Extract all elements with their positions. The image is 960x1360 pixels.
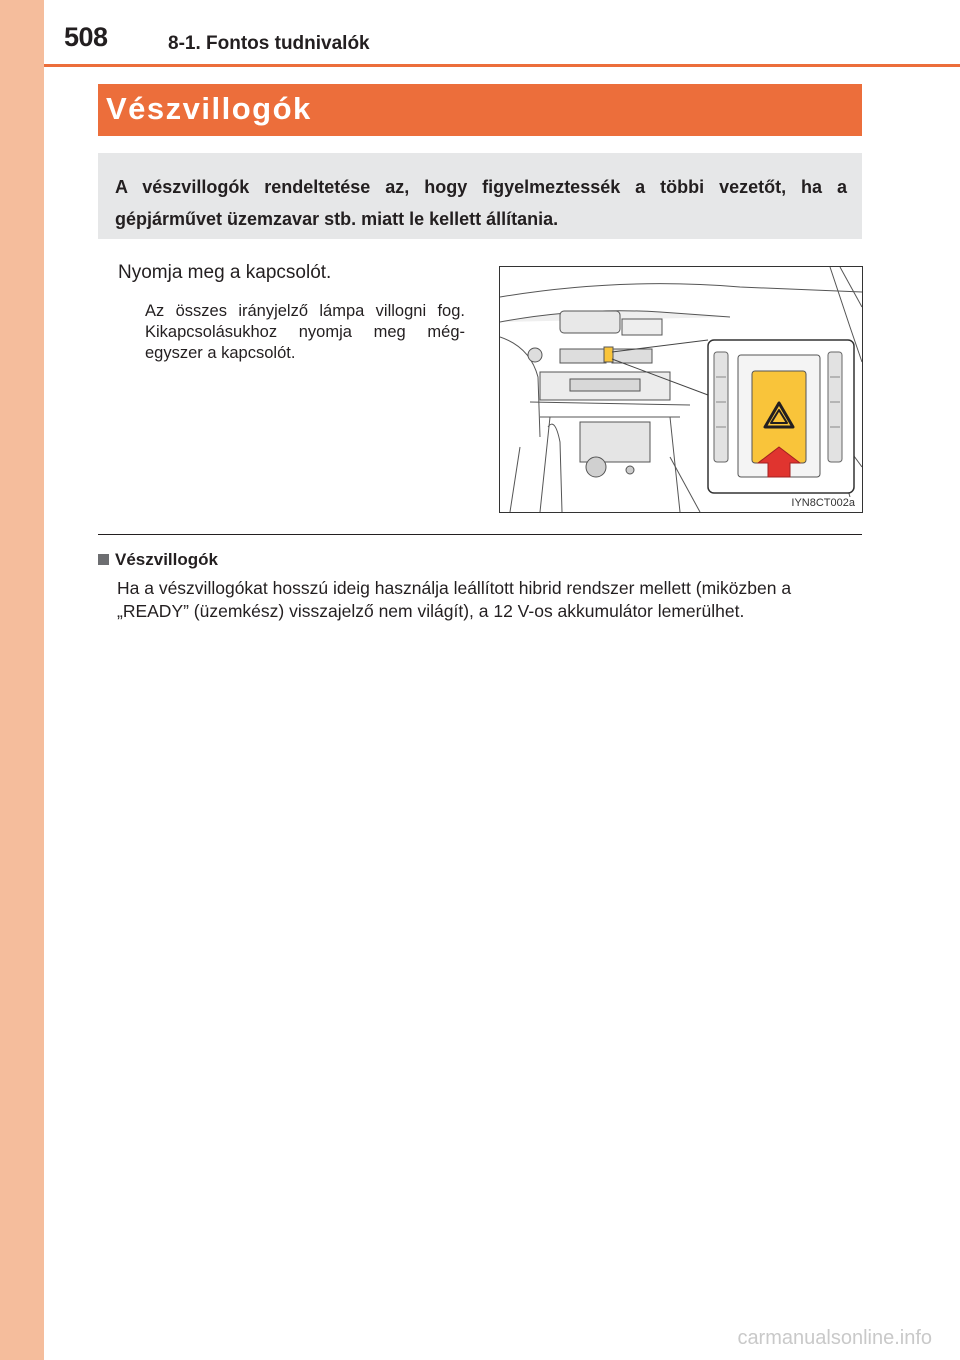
header-rule bbox=[44, 64, 960, 67]
note-text: Ha a vészvillogókat hosszú ideig használja leállított hibrid rendszer mellett (miközben a „READY” (üzemkész) visszajelző nem világít), a 12 V-os akkumulátor lemerülhet. bbox=[117, 578, 792, 621]
instruction-detail: Az összes irányjelző lámpa villogni fog. Kikapcsolásukhoz nyomja meg még-egyszer a kapcsolót. bbox=[145, 302, 465, 362]
page-title: Vészvillogók bbox=[106, 91, 312, 126]
title-bar bbox=[98, 84, 862, 136]
square-bullet-icon bbox=[98, 554, 109, 565]
dashboard-drawing bbox=[500, 267, 862, 512]
side-strip bbox=[0, 0, 44, 1360]
intro-text: A vészvillogók rendeltetése az, hogy figyelmeztessék a többi vezetőt, ha a gépjárművet üzemzavar stb. miatt le kellett állítania. bbox=[115, 177, 847, 229]
page-number: 508 bbox=[64, 22, 108, 52]
figure-code: IYN8CT002a bbox=[791, 497, 855, 509]
section-divider bbox=[98, 534, 862, 535]
section-label: 8-1. Fontos tudnivalók bbox=[168, 33, 370, 54]
note-heading bbox=[98, 550, 218, 570]
instruction-step: Nyomja meg a kapcsolót. bbox=[118, 262, 332, 283]
intro-box bbox=[98, 153, 862, 239]
hazard-switch-illustration bbox=[499, 266, 863, 513]
page-header bbox=[44, 0, 960, 66]
watermark: carmanualsonline.info bbox=[737, 1327, 932, 1349]
note-heading-label: Vészvillogók bbox=[115, 550, 218, 569]
